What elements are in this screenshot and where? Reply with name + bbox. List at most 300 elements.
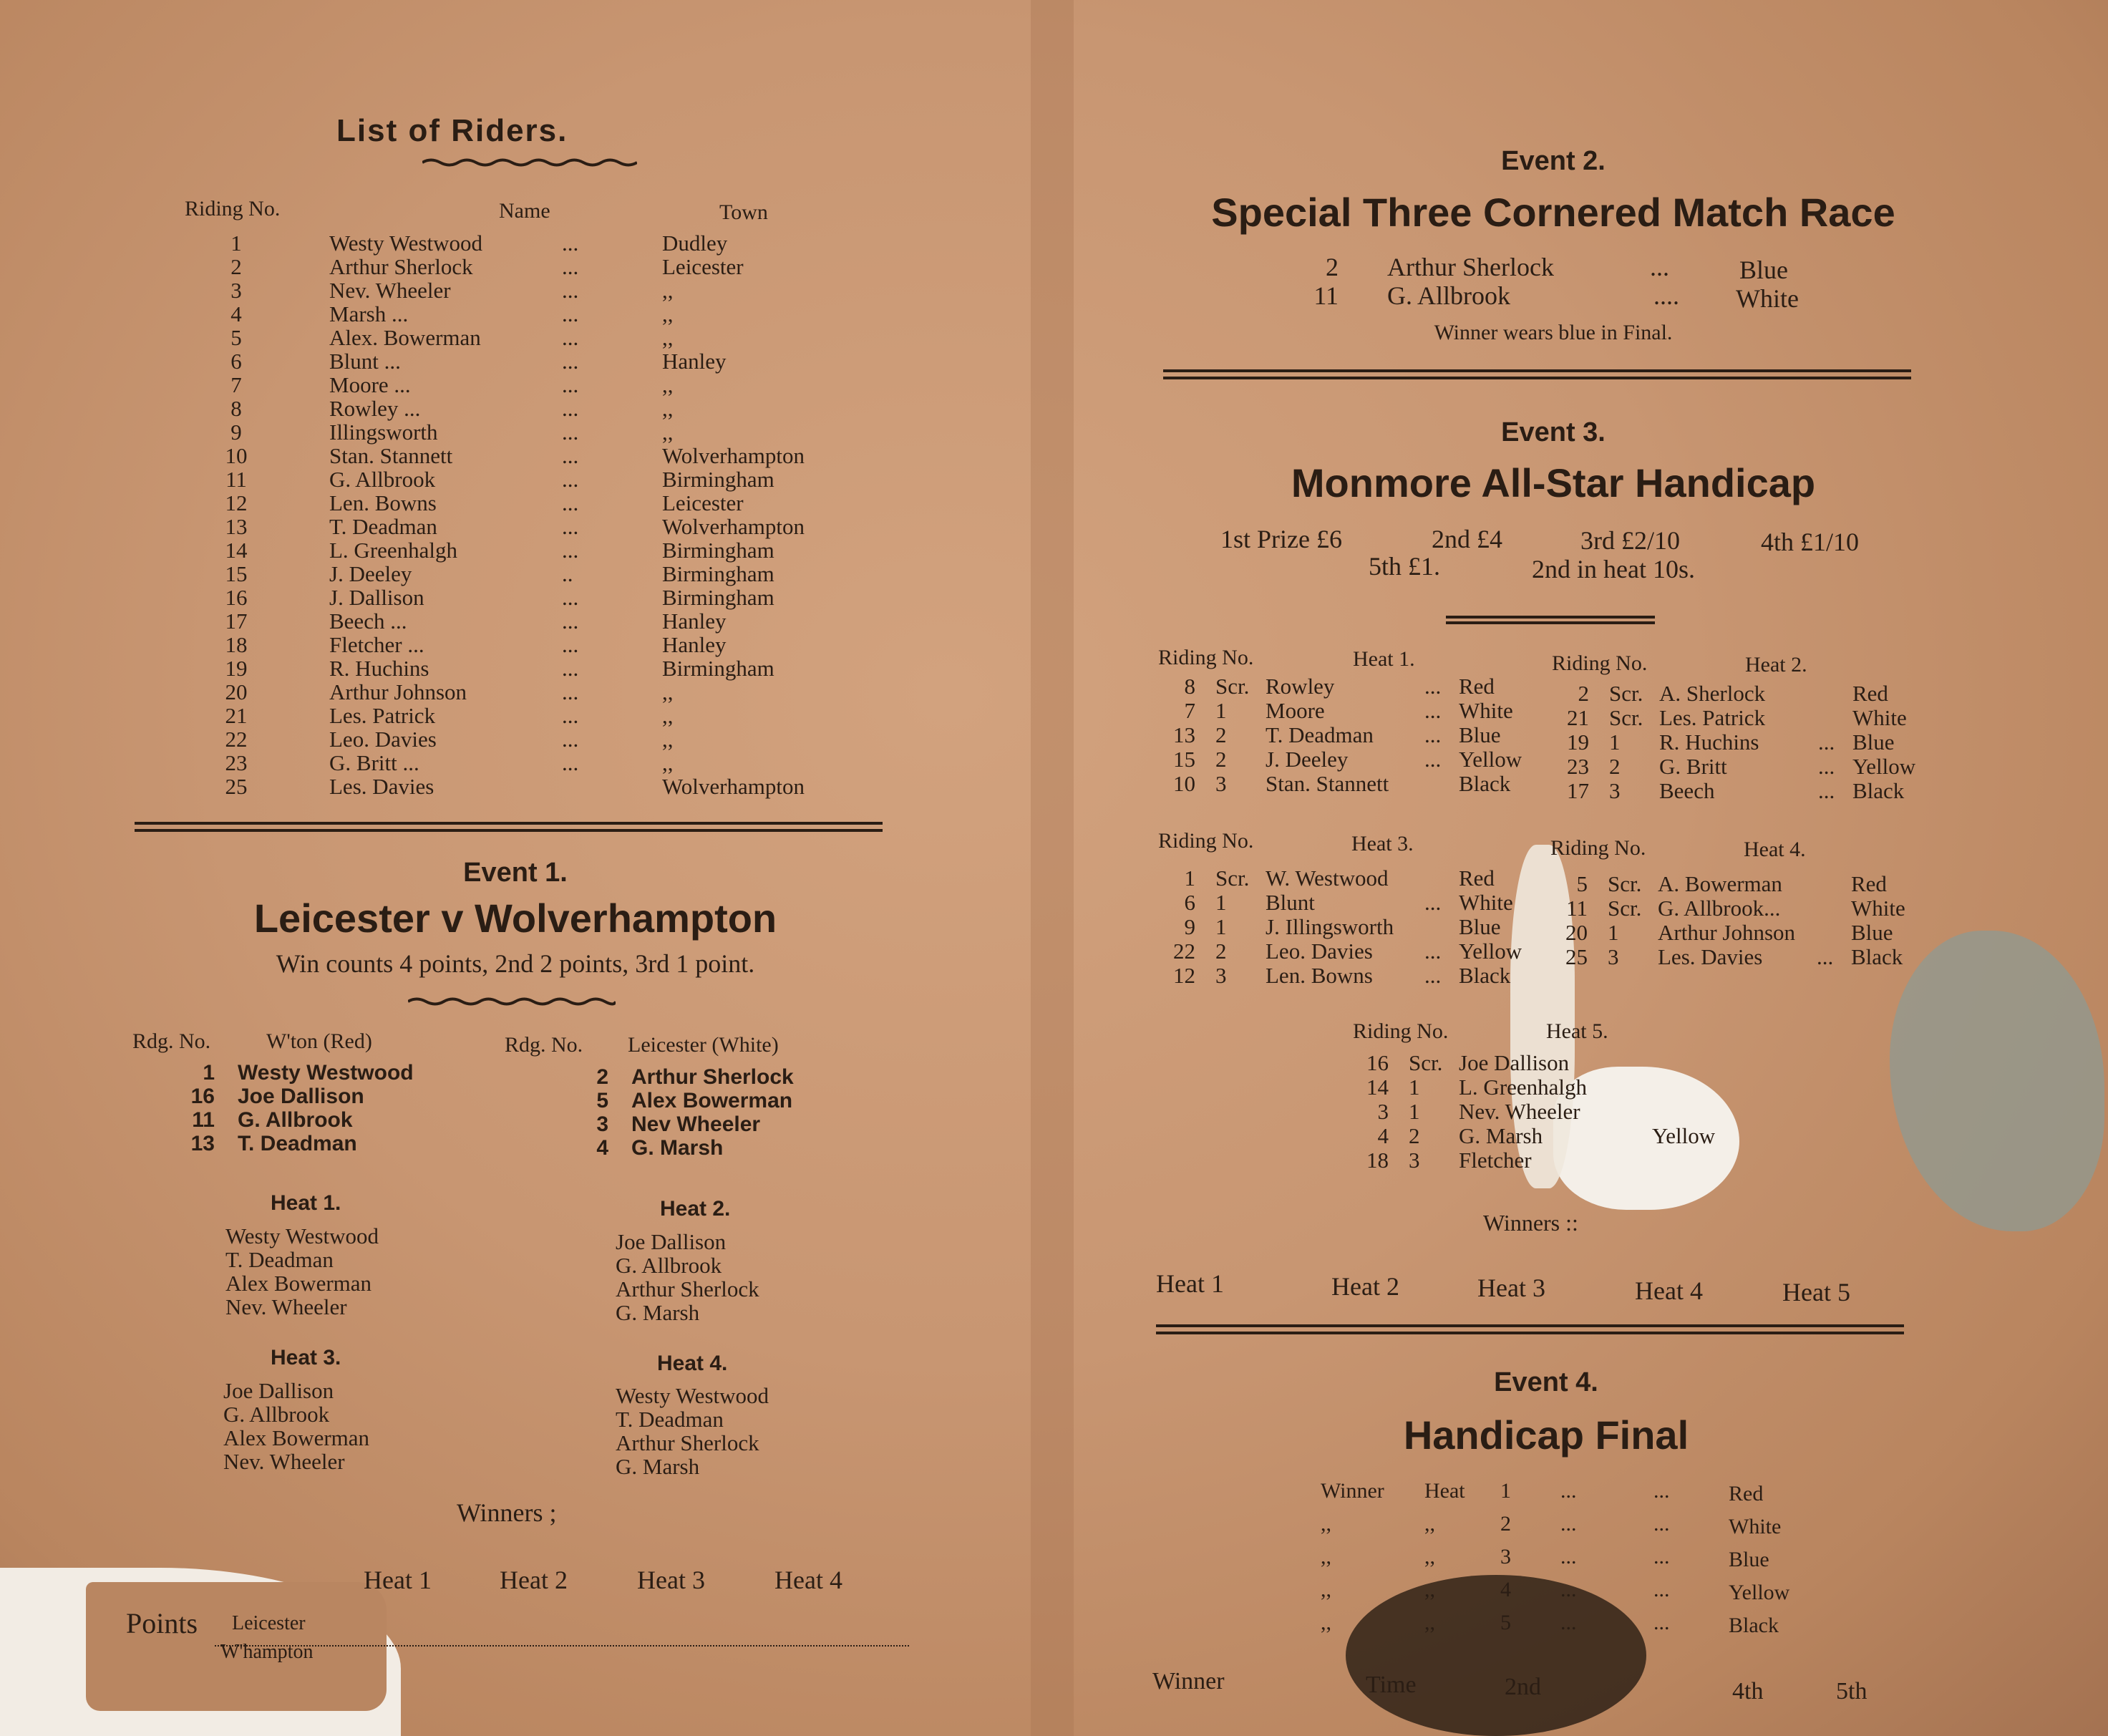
heat-handicap: 1 (1215, 890, 1227, 915)
heat-title: Heat 3. (1351, 832, 1414, 855)
final-2nd-label: 2nd (1505, 1674, 1541, 1700)
heat-colour: Yellow (1459, 939, 1522, 964)
rider-town: Leicester (662, 254, 744, 279)
rider-number: 13 (225, 514, 248, 539)
event2-dots: ... (1650, 253, 1669, 281)
heat-dots: ... (1424, 722, 1442, 747)
rider-town: ,, (662, 703, 674, 728)
rider-name: Blunt ... (329, 349, 401, 374)
rider-town: Birmingham (662, 656, 774, 681)
event2-rider-no: 2 (1326, 253, 1339, 281)
heat-rider-no: 19 (1567, 729, 1589, 755)
event1-winners-label: Winners ; (457, 1498, 557, 1527)
rider-dots: ... (562, 703, 579, 728)
heat-handicap: 1 (1409, 1099, 1420, 1124)
heat-colour: Blue (1459, 914, 1501, 939)
rider-dots: ... (562, 301, 579, 326)
rider-name: Stan. Stannett (329, 443, 453, 468)
rider-dots: ... (562, 420, 579, 445)
event1-heat3-title: Heat 3. (271, 1346, 341, 1369)
rider-name: Westy Westwood (238, 1061, 414, 1085)
heat-rider-no: 12 (1173, 963, 1195, 988)
rider-name: J. Dallison (329, 585, 424, 610)
rider-number: 3 (230, 278, 242, 303)
rider-name: Len. Bowns (329, 490, 437, 515)
rider-name: Arthur Johnson (329, 679, 467, 704)
rider-name: G. Allbrook (238, 1108, 353, 1132)
rider-number: 5 (230, 325, 242, 350)
rider-number: 4 (230, 301, 242, 326)
heat-colour: Black (1459, 963, 1511, 988)
rider-number: 7 (230, 372, 242, 397)
rider-town: Birmingham (662, 538, 774, 563)
heat-rider: G. Marsh (616, 1300, 700, 1325)
rider-dots: ... (562, 490, 579, 515)
rider-dots: ... (562, 231, 579, 256)
event3-heat-label: Heat 1 (1156, 1269, 1224, 1298)
final-col-a: ,, (1321, 1512, 1331, 1536)
final-dots: ... (1560, 1578, 1577, 1601)
heat-rider-no: 25 (1565, 944, 1588, 969)
heat-rider: Arthur Sherlock (616, 1276, 759, 1301)
heat-rider-no: 14 (1366, 1075, 1389, 1100)
heat-handicap: 2 (1215, 939, 1227, 964)
rider-no: 2 (596, 1065, 608, 1089)
heat-rider: Westy Westwood (225, 1223, 379, 1248)
heat-dots: ... (1424, 963, 1442, 988)
rider-name: G. Allbrook (329, 467, 436, 492)
rider-number: 14 (225, 538, 248, 563)
rider-number: 15 (225, 561, 248, 586)
heat-handicap: 2 (1609, 754, 1621, 779)
heat-handicap: 1 (1608, 920, 1619, 945)
heat-rider: Alex Bowerman (223, 1425, 370, 1450)
rider-name: L. Greenhalgh (329, 538, 458, 563)
event3-heat-label: Heat 2 (1331, 1272, 1399, 1301)
heat-rider-name: G. Marsh (1459, 1123, 1543, 1148)
rider-dots: ... (562, 467, 579, 492)
rider-town: ,, (662, 750, 674, 775)
final-dots: ... (1653, 1479, 1670, 1503)
prize-3rd: 3rd £2/10 (1580, 526, 1680, 555)
rider-name: Marsh ... (329, 301, 409, 326)
rider-town: Leicester (662, 490, 744, 515)
heat-handicap: 3 (1215, 771, 1227, 796)
heat-colour: Blue (1459, 722, 1501, 747)
heat-rider-name: G. Britt (1659, 754, 1727, 779)
rider-dots: ... (562, 656, 579, 681)
heat-riding-no-header: Riding No. (1158, 829, 1254, 853)
final-dots: ... (1653, 1545, 1670, 1568)
rider-name: R. Huchins (329, 656, 429, 681)
heat-rider-name: Len. Bowns (1266, 963, 1373, 988)
rider-name: G. Marsh (631, 1136, 724, 1160)
event1-heat-label: Heat 3 (637, 1566, 705, 1594)
heat-dots: ... (1424, 698, 1442, 723)
fold-line (1031, 0, 1074, 1736)
heat-rider: Alex Bowerman (225, 1271, 372, 1296)
event3-label: Event 3. (1501, 417, 1606, 447)
heat-rider-name: Blunt (1266, 890, 1315, 915)
heat-riding-no-header: Riding No. (1353, 1019, 1449, 1043)
rider-town: Hanley (662, 632, 727, 657)
event1-heat-label: Heat 4 (774, 1566, 842, 1594)
heat-colour: Red (1459, 674, 1495, 699)
rider-town: Dudley (662, 231, 728, 256)
event1-heat4-title: Heat 4. (657, 1352, 728, 1375)
heat-rider-name: R. Huchins (1659, 729, 1759, 755)
heat-rider-name: T. Deadman (1266, 722, 1374, 747)
heat-handicap: Scr. (1609, 705, 1643, 730)
rider-dots: ... (562, 443, 579, 468)
heat-dots: ... (1818, 778, 1835, 803)
list-title: List of Riders. (336, 113, 568, 148)
heat-riding-no-header: Riding No. (1552, 651, 1648, 675)
heat-rider: Joe Dallison (223, 1378, 334, 1403)
final-colour: Red (1729, 1482, 1764, 1505)
rider-name: Alex. Bowerman (329, 325, 481, 350)
rider-dots: ... (562, 727, 579, 752)
rider-town: ,, (662, 679, 674, 704)
rider-number: 25 (225, 774, 248, 799)
rider-number: 6 (230, 349, 242, 374)
prize-heat-2nd: 2nd in heat 10s. (1532, 555, 1695, 583)
rider-name: Nev. Wheeler (329, 278, 451, 303)
heat-title: Heat 5. (1546, 1019, 1608, 1043)
heat-rider-name: Leo. Davies (1266, 939, 1373, 964)
heat-rider-no: 11 (1566, 896, 1588, 921)
prize-5th: 5th £1. (1369, 552, 1441, 581)
heat-handicap: 3 (1608, 944, 1619, 969)
rider-town: ,, (662, 301, 674, 326)
event1-title: Leicester v Wolverhampton (253, 896, 777, 941)
final-winner-label: Winner (1152, 1668, 1225, 1694)
rider-number: 11 (225, 467, 247, 492)
heat-dots: ... (1817, 944, 1834, 969)
heat-rider-no: 15 (1173, 747, 1195, 772)
heat-dots: ... (1424, 890, 1442, 915)
heat-handicap: Scr. (1609, 681, 1643, 706)
event3-heat-label: Heat 4 (1635, 1276, 1703, 1305)
final-5th-label: 5th (1836, 1678, 1867, 1705)
heat-rider: T. Deadman (616, 1407, 724, 1432)
final-heat-no: 1 (1500, 1479, 1511, 1503)
heat-rider-no: 23 (1567, 754, 1589, 779)
heat-rider-name: Les. Patrick (1659, 705, 1766, 730)
event1-heat-label: Heat 1 (364, 1566, 432, 1594)
rider-number: 19 (225, 656, 248, 681)
heat-rider: G. Marsh (616, 1454, 700, 1479)
rider-no: 13 (190, 1132, 215, 1155)
heat-rider-no: 7 (1184, 698, 1195, 723)
header-town: Town (719, 200, 768, 224)
heat-title: Heat 1. (1353, 647, 1415, 671)
rider-name: Nev Wheeler (631, 1112, 761, 1136)
heat-colour: Black (1851, 944, 1903, 969)
heat-handicap: 1 (1409, 1075, 1420, 1100)
final-col-b: ,, (1424, 1578, 1435, 1601)
heat-rider-name: Beech (1659, 778, 1715, 803)
final-heat-no: 5 (1500, 1611, 1511, 1634)
heat-handicap: 1 (1609, 729, 1621, 755)
event1-subtitle: Win counts 4 points, 2nd 2 points, 3rd 1 point. (276, 949, 755, 978)
heat-handicap: Scr. (1215, 674, 1250, 699)
heat-dots: ... (1424, 747, 1442, 772)
final-dots: ... (1560, 1512, 1577, 1536)
heat-rider-name: Stan. Stannett (1266, 771, 1389, 796)
final-col-a: ,, (1321, 1611, 1331, 1634)
final-4th-label: 4th (1732, 1678, 1764, 1705)
rider-no: 4 (596, 1136, 608, 1160)
heat-rider-no: 4 (1377, 1123, 1389, 1148)
event3-title: Monmore All-Star Handicap (1291, 460, 1816, 505)
header-riding-no: Riding No. (185, 197, 281, 220)
heat-rider-name: Fletcher (1459, 1148, 1532, 1173)
rider-town: ,, (662, 278, 674, 303)
heat-rider-no: 18 (1366, 1148, 1389, 1173)
rider-name: Les. Davies (329, 774, 434, 799)
event1-heat2-list (616, 1230, 759, 1324)
heat-rider-name: Arthur Johnson (1658, 920, 1796, 945)
final-dots: ... (1653, 1578, 1670, 1601)
rider-name: G. Britt ... (329, 750, 419, 775)
heat-rider-no: 6 (1184, 890, 1195, 915)
rider-town: Birmingham (662, 561, 774, 586)
heat-rider-no: 8 (1184, 674, 1195, 699)
heat-rider: Nev. Wheeler (225, 1294, 347, 1319)
rider-town: Wolverhampton (662, 514, 805, 539)
rider-name: Fletcher ... (329, 632, 424, 657)
rider-name: Arthur Sherlock (329, 254, 473, 279)
rider-town: Birmingham (662, 585, 774, 610)
rider-no: 16 (190, 1085, 215, 1108)
heat-rider-name: W. Westwood (1266, 865, 1389, 891)
event1-heat1-title: Heat 1. (271, 1191, 341, 1215)
heat-rider-name: A. Bowerman (1658, 871, 1782, 896)
heat-rider-no: 10 (1173, 771, 1195, 796)
divider (135, 822, 883, 832)
heat-rider-no: 1 (1184, 865, 1195, 891)
heat-handicap: 3 (1215, 963, 1227, 988)
rider-name: Rowley ... (329, 396, 421, 421)
rider-town: Wolverhampton (662, 443, 805, 468)
rider-name: Arthur Sherlock (631, 1065, 794, 1089)
rider-number: 22 (225, 727, 248, 752)
event1-heat-label: Heat 2 (500, 1566, 568, 1594)
rider-dots: ... (562, 372, 579, 397)
final-col-b: ,, (1424, 1512, 1435, 1536)
event3-winners-label: Winners :: (1483, 1210, 1578, 1236)
final-heat-no: 2 (1500, 1512, 1511, 1536)
final-time-label: Time (1366, 1672, 1417, 1698)
final-colour: Yellow (1729, 1581, 1790, 1604)
rider-number: 20 (225, 679, 248, 704)
heat-rider: Arthur Sherlock (616, 1430, 759, 1455)
heat-rider-name: Rowley (1266, 674, 1335, 699)
wton-header-no: Rdg. No. (132, 1029, 211, 1053)
event1-heat3-list (223, 1379, 369, 1473)
heat-handicap: 2 (1409, 1123, 1420, 1148)
rider-dots: ... (562, 514, 579, 539)
heat-rider-no: 17 (1567, 778, 1589, 803)
heat-rider-no: 9 (1184, 914, 1195, 939)
rider-name: Leo. Davies (329, 727, 437, 752)
heat-colour: Red (1459, 865, 1495, 891)
heat-handicap: Scr. (1608, 871, 1642, 896)
heat-rider: Nev. Wheeler (223, 1449, 345, 1474)
leic-header-no: Rdg. No. (505, 1033, 583, 1057)
event3-heat-label: Heat 5 (1782, 1278, 1850, 1306)
heat-dots: ... (1818, 754, 1835, 779)
rider-dots: ... (562, 608, 579, 634)
rider-name: Beech ... (329, 608, 407, 634)
heat-colour: White (1459, 890, 1513, 915)
heat-colour: Black (1459, 771, 1511, 796)
rider-dots: ... (562, 254, 579, 279)
points-line (215, 1645, 909, 1647)
heat-colour: Red (1851, 871, 1887, 896)
heat-colour: White (1852, 705, 1907, 730)
event2-dots: .... (1653, 281, 1679, 310)
rider-dots: ... (562, 349, 579, 374)
rider-number: 10 (225, 443, 248, 468)
event2-rider-name: G. Allbrook (1387, 281, 1511, 310)
rider-name: J. Deeley (329, 561, 412, 586)
event2-title: Special Three Cornered Match Race (1211, 190, 1895, 235)
final-col-b: Heat (1424, 1479, 1465, 1503)
prize-4th: 4th £1/10 (1761, 528, 1860, 556)
heat-handicap: 2 (1215, 747, 1227, 772)
rider-town: ,, (662, 325, 674, 350)
water-stain (1890, 931, 2104, 1231)
dark-stain (1346, 1575, 1646, 1736)
heat-colour: Yellow (1652, 1123, 1716, 1148)
heat-title: Heat 2. (1745, 653, 1807, 677)
heat-colour: Yellow (1459, 747, 1522, 772)
final-dots: ... (1560, 1611, 1577, 1634)
rider-town: ,, (662, 727, 674, 752)
rider-dots: ... (562, 396, 579, 421)
heat-rider-name: Les. Davies (1658, 944, 1763, 969)
divider (1163, 369, 1911, 379)
heat-rider-no: 22 (1173, 939, 1195, 964)
rider-town: Hanley (662, 608, 727, 634)
final-dots: ... (1653, 1512, 1670, 1536)
rider-number: 17 (225, 608, 248, 634)
heat-riding-no-header: Riding No. (1550, 836, 1646, 860)
rider-dots: ... (562, 538, 579, 563)
heat-rider-name: Nev. Wheeler (1459, 1099, 1580, 1124)
leic-header-team: Leicester (White) (628, 1033, 779, 1057)
heat-rider: Joe Dallison (616, 1229, 727, 1254)
rider-town: ,, (662, 420, 674, 445)
heat-rider-no: 16 (1366, 1050, 1389, 1075)
header-name: Name (499, 199, 550, 223)
rider-town: ,, (662, 396, 674, 421)
event2-colour: White (1736, 284, 1799, 313)
rider-town: Hanley (662, 349, 727, 374)
prize-2nd: 2nd £4 (1432, 525, 1502, 553)
final-dots: ... (1653, 1611, 1670, 1634)
rider-dots: ... (562, 750, 579, 775)
rider-town: Birmingham (662, 467, 774, 492)
event4-label: Event 4. (1494, 1367, 1598, 1397)
short-divider (1446, 616, 1655, 624)
heat-handicap: 3 (1409, 1148, 1420, 1173)
points-leicester: Leicester (232, 1612, 306, 1634)
heat-colour: Red (1852, 681, 1888, 706)
rider-dots: ... (562, 585, 579, 610)
heat-colour: Yellow (1852, 754, 1916, 779)
heat-handicap: Scr. (1608, 896, 1642, 921)
final-heat-no: 3 (1500, 1545, 1511, 1568)
heat-handicap: Scr. (1409, 1050, 1443, 1075)
wton-header-team: W'ton (Red) (266, 1029, 372, 1053)
heat-riding-no-header: Riding No. (1158, 646, 1254, 669)
rider-number: 18 (225, 632, 248, 657)
rider-dots: ... (562, 679, 579, 704)
event2-colour: Blue (1739, 256, 1788, 284)
final-col-b: ,, (1424, 1545, 1435, 1568)
heat-colour: Blue (1852, 729, 1895, 755)
heat-rider-name: J. Illingsworth (1266, 914, 1394, 939)
event2-note: Winner wears blue in Final. (1434, 321, 1673, 344)
heat-handicap: 1 (1215, 698, 1227, 723)
heat-dots: ... (1818, 729, 1835, 755)
points-label: Points (126, 1607, 198, 1639)
heat-handicap: Scr. (1215, 865, 1250, 891)
heat-title: Heat 4. (1744, 838, 1806, 861)
heat-rider-name: L. Greenhalgh (1459, 1075, 1588, 1100)
heat-rider: G. Allbrook (616, 1253, 722, 1278)
event4-title: Handicap Final (1403, 1412, 1689, 1458)
final-heat-no: 4 (1500, 1578, 1511, 1601)
event2-rider-name: Arthur Sherlock (1387, 253, 1554, 281)
rider-number: 9 (230, 420, 242, 445)
rider-name: Westy Westwood (329, 231, 483, 256)
heat-rider-name: Joe Dallison (1459, 1050, 1570, 1075)
final-col-b: ,, (1424, 1611, 1435, 1634)
rider-no: 1 (203, 1061, 215, 1085)
heat-colour: Blue (1851, 920, 1893, 945)
event1-heat2-title: Heat 2. (660, 1197, 731, 1221)
event1-heat1-list (225, 1224, 379, 1319)
heat-handicap: 3 (1609, 778, 1621, 803)
heat-dots: ... (1424, 674, 1442, 699)
rider-town: ,, (662, 372, 674, 397)
rider-name: Moore ... (329, 372, 411, 397)
event1-heat4-list (616, 1384, 769, 1478)
heat-rider-name: G. Allbrook... (1658, 896, 1781, 921)
final-colour: Blue (1729, 1548, 1769, 1571)
heat-rider: T. Deadman (225, 1247, 334, 1272)
final-col-a: ,, (1321, 1545, 1331, 1568)
rider-no: 3 (596, 1112, 608, 1136)
heat-colour: White (1851, 896, 1905, 921)
rider-name: Joe Dallison (238, 1085, 364, 1108)
ornament-wave (408, 996, 616, 1007)
final-dots: ... (1560, 1545, 1577, 1568)
prize-1st: 1st Prize £6 (1220, 525, 1342, 553)
heat-rider-no: 20 (1565, 920, 1588, 945)
rider-number: 8 (230, 396, 242, 421)
event1-label: Event 1. (463, 858, 568, 888)
heat-rider-no: 13 (1173, 722, 1195, 747)
rider-dots: ... (562, 325, 579, 350)
final-colour: Black (1729, 1614, 1779, 1637)
heat-colour: White (1459, 698, 1513, 723)
heat-rider: Westy Westwood (616, 1383, 769, 1408)
